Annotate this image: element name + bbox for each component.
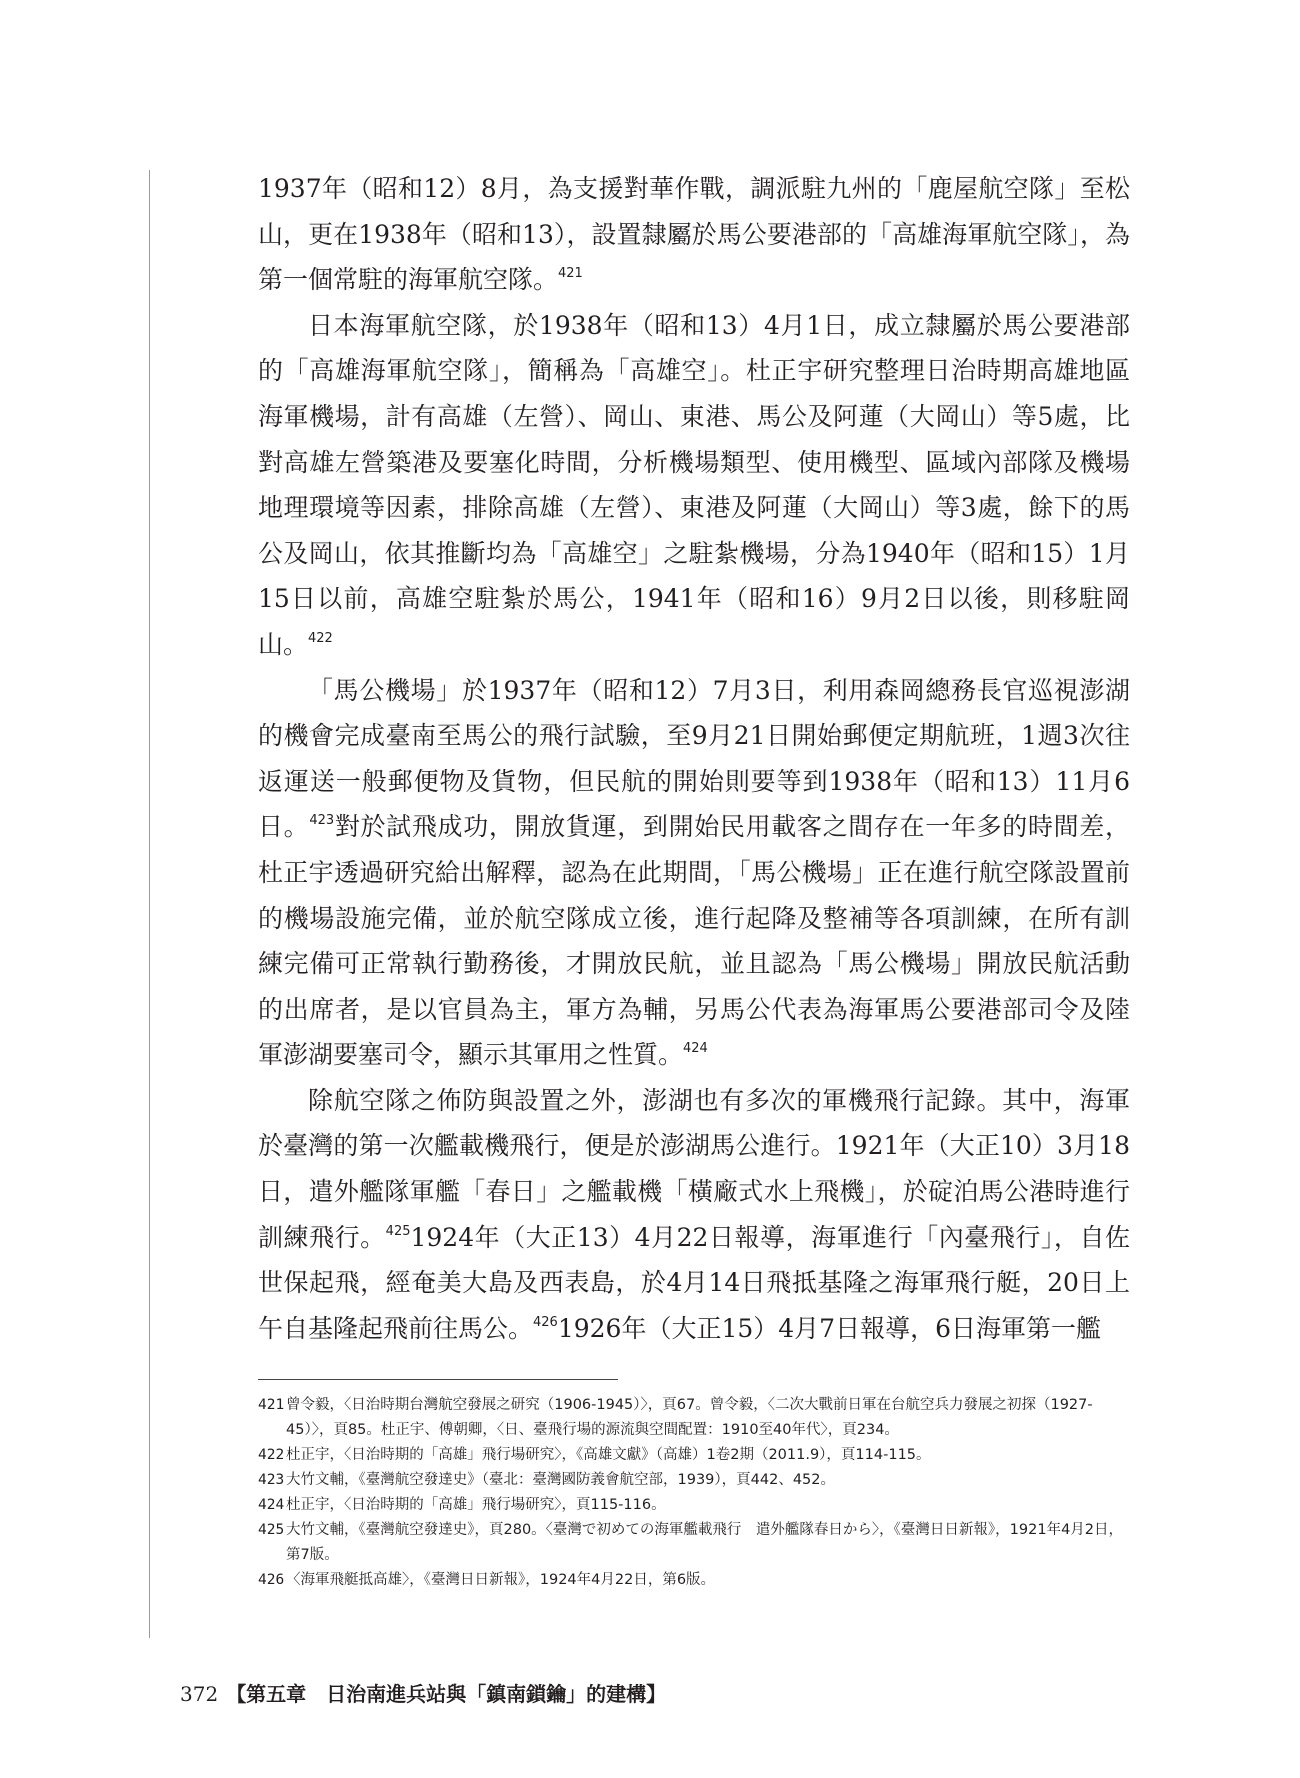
paragraph bbox=[258, 303, 1130, 668]
paragraph-text: 1924年（大正13）4月22日報導，海軍進行「內臺飛行」，自佐世保起飛，經奄美大島及西表島，於4月14日飛抵基隆之海軍飛行艇，20日上午自基隆起飛前往馬公。 bbox=[258, 1222, 1130, 1343]
paragraph bbox=[258, 668, 1130, 1078]
running-head-chapter: 【第五章 日治南進兵站與「鎮南鎖鑰」的建構】 bbox=[226, 1682, 667, 1706]
footnotes bbox=[258, 1393, 1130, 1593]
footnote-ref: 424 bbox=[683, 1041, 708, 1057]
footnote-text: 大竹文輔，《臺灣航空發達史》（臺北：臺灣國防義會航空部，1939），頁442、452。 bbox=[286, 1472, 836, 1488]
paragraph bbox=[258, 1078, 1130, 1352]
footnote-item bbox=[258, 1518, 1130, 1568]
footnote-number: 425 bbox=[258, 1522, 285, 1538]
page-footer bbox=[180, 1680, 666, 1708]
paragraph-text: 日本海軍航空隊，於1938年（昭和13）4月1日，成立隸屬於馬公要港部的「高雄海軍航空隊」，簡稱為「高雄空」。杜正宇研究整理日治時期高雄地區海軍機場，計有高雄（左營）、岡山、東港、馬公及阿蓮（大岡山）等5處，比對高雄左營築港及要塞化時間，分析機場類型、使用機型、區域內部隊及機場地理環境等因素，排除高雄（左營）、東港及阿蓮（大岡山）等3處，餘下的馬公及岡山，依其推斷均為「高雄空」之駐紮機場，分為1940年（昭和15）1月15日以前，高雄空駐紮於馬公，1941年（昭和16）9月2日以後，則移駐岡山。 bbox=[258, 310, 1130, 659]
footnote-ref: 421 bbox=[558, 266, 583, 282]
paragraph-text: 對於試飛成功，開放貨運，到開始民用載客之間存在一年多的時間差，杜正宇透過研究給出解釋，認為在此期間，「馬公機場」正在進行航空隊設置前的機場設施完備，並於航空隊成立後，進行起降及整補等各項訓練，在所有訓練完備可正常執行勤務後，才開放民航，並且認為「馬公機場」開放民航活動的出席者，是以官員為主，軍方為輔，另馬公代表為海軍馬公要港部司令及陸軍澎湖要塞司令，顯示其軍用之性質。 bbox=[258, 812, 1130, 1070]
paragraph-text: 1937年（昭和12）8月，為支援對華作戰，調派駐九州的「鹿屋航空隊」至松山，更在1938年（昭和13），設置隸屬於馬公要港部的「高雄海軍航空隊」，為第一個常駐的海軍航空隊。 bbox=[258, 174, 1130, 295]
paragraph-text: 除航空隊之佈防與設置之外，澎湖也有多次的軍機飛行記錄。其中，海軍於臺灣的第一次艦載機飛行，便是於澎湖馬公進行。1921年（大正10）3月18日，遣外艦隊軍艦「春日」之艦載機「橫廠式水上飛機」，於碇泊馬公港時進行訓練飛行。 bbox=[258, 1085, 1130, 1252]
footnote-ref: 426 bbox=[533, 1314, 558, 1330]
footnote-item bbox=[258, 1493, 1130, 1518]
margin-rule bbox=[149, 170, 150, 1638]
paragraph-text: 1926年（大正15）4月7日報導，6日海軍第一艦 bbox=[557, 1313, 1101, 1343]
footnote-number: 426 bbox=[258, 1572, 285, 1588]
paragraph-text: 「馬公機場」於1937年（昭和12）7月3日，利用森岡總務長官巡視澎湖的機會完成臺南至馬公的飛行試驗，至9月21日開始郵便定期航班，1週3次往返運送一般郵便物及貨物，但民航的開始則要等到1938年（昭和13）11月6日。 bbox=[258, 675, 1130, 842]
footnote-item bbox=[258, 1443, 1130, 1468]
footnote-item bbox=[258, 1393, 1130, 1443]
footnote-ref: 422 bbox=[308, 630, 333, 646]
footnote-text: 〈海軍飛艇抵高雄〉，《臺灣日日新報》，1924年4月22日，第6版。 bbox=[286, 1572, 716, 1588]
footnote-number: 421 bbox=[258, 1397, 285, 1413]
footnote-item bbox=[258, 1468, 1130, 1493]
footnote-number: 422 bbox=[258, 1447, 285, 1463]
footnote-text: 杜正宇，〈日治時期的「高雄」飛行場研究〉，頁115-116。 bbox=[286, 1497, 666, 1513]
footnote-number: 424 bbox=[258, 1497, 285, 1513]
page-number: 372 bbox=[180, 1682, 219, 1706]
footnote-ref: 425 bbox=[385, 1223, 411, 1239]
footnote-text: 曾令毅，〈日治時期台灣航空發展之研究（1906-1945）〉，頁67。曾令毅，〈二次大戰前日軍在台航空兵力發展之初探（1927-45）〉，頁85。杜正宇、傅朝卿，〈日、臺飛行場的源流與空間配置：1910至40年代〉，頁234。 bbox=[286, 1397, 1093, 1438]
footnote-ref: 423 bbox=[309, 813, 335, 829]
footnote-separator bbox=[258, 1379, 618, 1380]
footnote-item bbox=[258, 1568, 1130, 1593]
body-text bbox=[258, 166, 1130, 1351]
footnote-text: 杜正宇，〈日治時期的「高雄」飛行場研究〉，《高雄文獻》（高雄）1卷2期（2011.9），頁114-115。 bbox=[286, 1447, 931, 1463]
footnote-text: 大竹文輔，《臺灣航空發達史》，頁280。〈臺灣で初めての海軍艦載飛行 遣外艦隊春日から〉，《臺灣日日新報》，1921年4月2日，第7版。 bbox=[286, 1522, 1124, 1563]
footnote-number: 423 bbox=[258, 1472, 285, 1488]
paragraph bbox=[258, 166, 1130, 303]
